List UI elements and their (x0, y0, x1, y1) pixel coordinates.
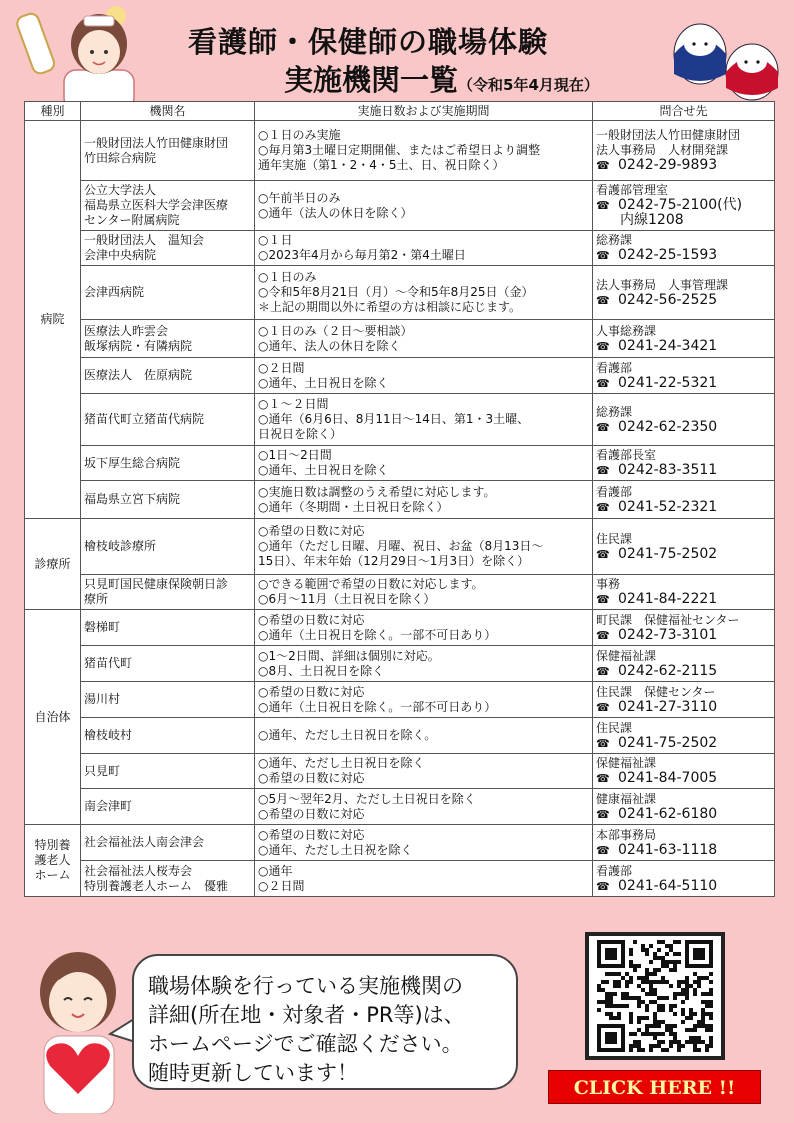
phone-number-text: 0241-84-7005 (618, 770, 718, 786)
period-cell (255, 575, 593, 610)
qr-code-icon (589, 936, 721, 1056)
period-line: ○１～２日間 (258, 397, 329, 411)
contact-cell (593, 446, 775, 481)
institution-name-line: 磐梯町 (84, 620, 121, 634)
table-row (25, 754, 775, 789)
phone-icon: ☎ (596, 199, 610, 212)
institution-name-cell (81, 610, 255, 646)
phone-number (596, 700, 771, 715)
institution-name-line: 只見町 (84, 763, 121, 778)
page-title: 看護師・保健師の職場体験 (188, 25, 549, 59)
period-cell (255, 121, 593, 181)
institution-name-line: 会津中央病院 (84, 248, 157, 262)
contact-department: 人事総務課 (596, 323, 657, 338)
period-line: ○１日のみ (258, 270, 317, 284)
phone-icon: ☎ (596, 547, 610, 561)
table-row (25, 682, 775, 718)
header (0, 0, 794, 98)
footer (0, 930, 794, 1123)
institution-name-cell (81, 754, 255, 789)
institution-name-cell (81, 861, 255, 897)
bubble-line: 職場体験を行っている実施機関の (148, 974, 463, 998)
period-cell (255, 266, 593, 320)
phone-icon: ☎ (596, 879, 610, 893)
institution-name-line: 南会津町 (84, 799, 133, 813)
phone-icon: ☎ (596, 772, 610, 785)
period-line: ○１日のみ実施 (258, 128, 341, 142)
column-header: 問合せ先 (593, 102, 775, 121)
phone-number-text: 0242-73-3101 (618, 626, 718, 643)
date-note: （令和5年4月現在） (458, 76, 599, 94)
institution-name-line: 檜枝岐診療所 (84, 539, 157, 553)
period-line: ○通年、土日祝日を除く (258, 375, 389, 390)
institution-name-line: 特別養護老人ホーム 優雅 (84, 878, 229, 893)
phone-number (596, 771, 771, 786)
phone-number-text: 0241-27-3110 (618, 698, 718, 715)
phone-icon: ☎ (596, 500, 610, 514)
institution-name-line: 湯川村 (84, 692, 121, 706)
contact-department: 総務課 (596, 233, 633, 247)
phone-number-text: 0241-64-5110 (618, 877, 718, 894)
contact-department: 健康福祉課 (596, 791, 657, 806)
institution-name-line: 社会福祉法人桜寿会 (84, 863, 193, 878)
period-cell (255, 481, 593, 519)
phone-number-text: 0242-83-3511 (618, 462, 718, 478)
period-line: ＊上記の期間以外に希望の方は相談に応じます。 (258, 300, 522, 314)
contact-department: 法人事務局 人事管理課 (596, 277, 729, 292)
phone-number (596, 248, 771, 263)
institution-name-line: 社会福祉法人南会津会 (84, 835, 205, 849)
table-row (25, 481, 775, 519)
contact-department: 看護部 (596, 360, 633, 375)
institution-name-cell (81, 825, 255, 861)
period-cell (255, 519, 593, 575)
period-line: ○6月～11月（土日祝日を除く） (258, 592, 436, 606)
phone-number-text: 0241-84-2221 (618, 591, 718, 607)
contact-department: 住民課 保健センター (596, 684, 716, 699)
institution-name-line: 飯塚病院・有隣病院 (84, 338, 193, 353)
phone-number (596, 420, 771, 435)
institution-name-line: 医療法人昨雲会 (84, 323, 169, 338)
click-here-button[interactable]: CLICK HERE !! (548, 1070, 761, 1104)
phone-number (596, 158, 771, 173)
akabeko-doll-illustration (666, 14, 786, 104)
contact-department: 看護部管理室 (596, 183, 669, 197)
period-line: 通年実施（第1・2・4・5土、日、祝日除く） (258, 158, 505, 172)
period-line: ○通年 (258, 863, 293, 878)
period-line: ○希望の日数に対応 (258, 524, 365, 538)
contact-department: 看護部 (596, 484, 633, 499)
column-header: 種別 (25, 102, 81, 121)
institution-name-line: 檜枝岐村 (84, 728, 133, 742)
phone-number-text: 0241-75-2502 (618, 734, 718, 751)
phone-number-text: 0242-62-2115 (618, 662, 718, 679)
period-line: ○5月～翌年2月、ただし土日祝日を除く (258, 791, 476, 806)
period-cell (255, 394, 593, 446)
period-cell (255, 610, 593, 646)
period-cell (255, 754, 593, 789)
period-line: ○希望の日数に対応 (258, 806, 365, 821)
period-line: ○希望の日数に対応 (258, 684, 365, 699)
phone-number-text: 0241-52-2321 (618, 498, 718, 515)
institution-name-line: 只見町国民健康保険朝日診 (84, 577, 229, 591)
period-line: ○２日間 (258, 360, 305, 375)
institution-name-cell (81, 320, 255, 358)
phone-number-text: 0241-75-2502 (618, 545, 718, 562)
contact-department: 保健福祉課 (596, 648, 657, 663)
contact-department: 一般財団法人竹田健康財団 法人事務局 人材開発課 (596, 128, 741, 157)
phone-number-text: 0241-24-3421 (618, 337, 718, 354)
phone-icon: ☎ (596, 628, 610, 642)
bubble-line: 詳細(所在地・対象者・PR等)は、 (148, 1003, 465, 1027)
phone-icon: ☎ (596, 293, 610, 307)
institution-name-line: 竹田綜合病院 (84, 150, 157, 165)
period-cell (255, 320, 593, 358)
period-line: ○8月、土日祝日を除く (258, 663, 385, 678)
period-line: ○通年、法人の休日を除く (258, 338, 401, 353)
bubble-line: ホームページでご確認ください。 (148, 1032, 463, 1056)
contact-department: 保健福祉課 (596, 756, 657, 770)
contact-cell (593, 266, 775, 320)
period-cell (255, 682, 593, 718)
table-row (25, 358, 775, 394)
period-cell (255, 789, 593, 825)
period-line: ○１日のみ（２日～要相談） (258, 323, 413, 338)
institution-name-line: 坂下厚生総合病院 (84, 455, 181, 470)
phone-number (596, 592, 771, 607)
phone-number-text: 0242-62-2350 (618, 418, 718, 435)
phone-icon: ☎ (596, 339, 610, 353)
period-line: ○２日間 (258, 878, 305, 893)
institution-name-line: 福島県立宮下病院 (84, 492, 181, 506)
column-header: 機関名 (81, 102, 255, 121)
category-cell: 特別養護老人ホーム (25, 825, 81, 897)
phone-number (596, 213, 771, 228)
institution-name-cell (81, 446, 255, 481)
phone-number (596, 628, 771, 643)
institution-name-cell (81, 266, 255, 320)
category-cell: 自治体 (25, 610, 81, 825)
institution-name-line: 猪苗代町立猪苗代病院 (84, 412, 205, 426)
table-row (25, 718, 775, 754)
table-row (25, 266, 775, 320)
nurse-illustration (4, 2, 154, 112)
institution-name-line: 一般財団法人竹田健康財団 (84, 135, 229, 150)
period-line: ○通年、ただし土日祝日を除く (258, 756, 425, 770)
period-line: ○希望の日数に対応 (258, 827, 365, 842)
institution-name-cell (81, 646, 255, 682)
institution-name-cell (81, 519, 255, 575)
contact-cell (593, 646, 775, 682)
period-line: ○希望の日数に対応 (258, 612, 365, 627)
phone-icon: ☎ (596, 420, 610, 434)
institution-name-cell (81, 231, 255, 266)
contact-cell (593, 394, 775, 446)
institution-name-line: センター附属病院 (84, 213, 180, 227)
period-line: ○できる範囲で希望の日数に対応します。 (258, 577, 484, 591)
phone-number (596, 807, 771, 822)
phone-number-text: 0242-29-9893 (618, 157, 718, 173)
institution-name-cell (81, 718, 255, 754)
contact-department: 事務 (596, 577, 621, 591)
phone-icon: ☎ (596, 843, 610, 857)
period-cell (255, 718, 593, 754)
contact-cell (593, 754, 775, 789)
institution-name-cell (81, 481, 255, 519)
period-line: ○１日 (258, 233, 293, 247)
period-line: ○通年（6月6日、8月11日～14日、第1・3土曜、 (258, 412, 530, 426)
phone-number-text: 0241-62-6180 (618, 805, 718, 822)
category-cell: 診療所 (25, 519, 81, 610)
phone-number (596, 463, 771, 478)
phone-icon: ☎ (596, 159, 610, 172)
period-line: ○通年（土日祝日を除く。一部不可日あり） (258, 627, 497, 642)
table-row (25, 181, 775, 231)
period-cell (255, 861, 593, 897)
period-cell (255, 231, 593, 266)
phone-number (596, 664, 771, 679)
period-line: ○1日～2日間 (258, 448, 332, 462)
bubble-line: 随時更新しています！ (148, 1061, 358, 1085)
table-row (25, 394, 775, 446)
period-cell (255, 825, 593, 861)
contact-cell (593, 181, 775, 231)
period-line: ○希望の日数に対応 (258, 771, 365, 785)
qr-code[interactable] (585, 932, 725, 1060)
contact-cell (593, 825, 775, 861)
page-subtitle (284, 58, 599, 99)
period-line: ○通年（冬期間・土日祝日を除く） (258, 499, 449, 514)
institution-name-line: 会津西病院 (84, 285, 145, 299)
phone-icon: ☎ (596, 700, 610, 714)
contact-cell (593, 358, 775, 394)
contact-cell (593, 575, 775, 610)
period-line: 日祝日を除く） (258, 427, 343, 441)
phone-icon: ☎ (596, 807, 610, 821)
phone-number (596, 879, 771, 894)
contact-department: 本部事務局 (596, 827, 657, 842)
table-row (25, 646, 775, 682)
institution-name-cell (81, 394, 255, 446)
table-row (25, 825, 775, 861)
period-cell (255, 646, 593, 682)
table-row (25, 789, 775, 825)
institution-name-line: 福島県立医科大学会津医療 (84, 198, 229, 212)
institution-name-line: 公立大学法人 (84, 183, 157, 197)
institution-name-cell (81, 789, 255, 825)
institution-name-line: 医療法人 佐原病院 (84, 368, 193, 382)
phone-icon: ☎ (596, 736, 610, 750)
contact-cell (593, 481, 775, 519)
period-line: ○実施日数は調整のうえ希望に対応します。 (258, 484, 496, 499)
contact-cell (593, 718, 775, 754)
phone-number-text: 0241-63-1118 (618, 841, 718, 858)
phone-number (596, 843, 771, 858)
speech-bubble (132, 954, 518, 1090)
institution-name-cell (81, 121, 255, 181)
institution-name-cell (81, 682, 255, 718)
phone-number (596, 339, 771, 354)
institution-name-cell (81, 358, 255, 394)
phone-number (596, 198, 771, 213)
phone-icon: ☎ (596, 664, 610, 678)
phone-number (596, 293, 771, 308)
contact-cell (593, 231, 775, 266)
contact-cell (593, 861, 775, 897)
period-line: ○2023年4月から毎月第2・第4土曜日 (258, 248, 466, 262)
contact-cell (593, 682, 775, 718)
phone-number (596, 736, 771, 751)
table-row (25, 231, 775, 266)
table-row (25, 446, 775, 481)
institution-name-line: 猪苗代町 (84, 656, 133, 670)
phone-number (596, 376, 771, 391)
contact-cell (593, 519, 775, 575)
phone-number (596, 500, 771, 515)
contact-department: 町民課 保健福祉センター (596, 612, 740, 627)
phone-number-text: 内線1208 (620, 212, 684, 228)
institution-name-line: 療所 (84, 592, 109, 606)
phone-number (596, 547, 771, 562)
table-row (25, 861, 775, 897)
period-line: ○通年（土日祝日を除く。一部不可日あり） (258, 699, 497, 714)
contact-cell (593, 789, 775, 825)
period-line: ○通年、土日祝日を除く (258, 463, 389, 477)
phone-number-text: 0242-25-1593 (618, 247, 718, 263)
institution-name-cell (81, 181, 255, 231)
phone-icon: ☎ (596, 249, 610, 262)
contact-cell (593, 320, 775, 358)
phone-icon: ☎ (596, 464, 610, 477)
contact-cell (593, 610, 775, 646)
phone-number-text: 0242-56-2525 (618, 291, 718, 308)
contact-department: 看護部長室 (596, 448, 657, 462)
table-row (25, 320, 775, 358)
phone-number-text: 0242-75-2100(代) (618, 197, 743, 213)
table-row (25, 121, 775, 181)
table-row (25, 610, 775, 646)
table-row (25, 575, 775, 610)
table-header-row (25, 102, 775, 121)
institution-table (24, 101, 775, 897)
contact-department: 総務課 (596, 404, 633, 419)
period-line: ○午前半日のみ (258, 190, 341, 205)
contact-cell (593, 121, 775, 181)
period-cell (255, 446, 593, 481)
phone-icon: ☎ (596, 376, 610, 390)
table-row (25, 519, 775, 575)
period-line: ○令和5年8月21日（月）～令和5年8月25日（金） (258, 285, 534, 299)
period-line: ○通年、ただし土日祝日を除く。 (258, 728, 437, 742)
contact-department: 住民課 (596, 720, 633, 735)
period-line: 15日）、年末年始（12月29日～1月3日）を除く） (258, 554, 530, 568)
institution-name-cell (81, 575, 255, 610)
period-cell (255, 181, 593, 231)
period-line: ○毎月第3土曜日定期開催、またはご希望日より調整 (258, 143, 541, 157)
column-header: 実施日数および実施期間 (255, 102, 593, 121)
institution-name-line: 一般財団法人 温知会 (84, 233, 205, 247)
period-line: ○通年、ただし土日祝を除く (258, 842, 413, 857)
subtitle-main: 実施機関一覧 (284, 63, 459, 97)
phone-number-text: 0241-22-5321 (618, 374, 718, 391)
period-line: ○1～2日間、詳細は個別に対応。 (258, 648, 440, 663)
period-line: ○通年（ただし日曜、月曜、祝日、お盆（8月13日～ (258, 539, 544, 553)
category-cell: 病院 (25, 121, 81, 519)
contact-department: 看護部 (596, 863, 633, 878)
phone-icon: ☎ (596, 593, 610, 606)
period-line: ○通年（法人の休日を除く） (258, 205, 413, 220)
contact-department: 住民課 (596, 531, 633, 546)
period-cell (255, 358, 593, 394)
